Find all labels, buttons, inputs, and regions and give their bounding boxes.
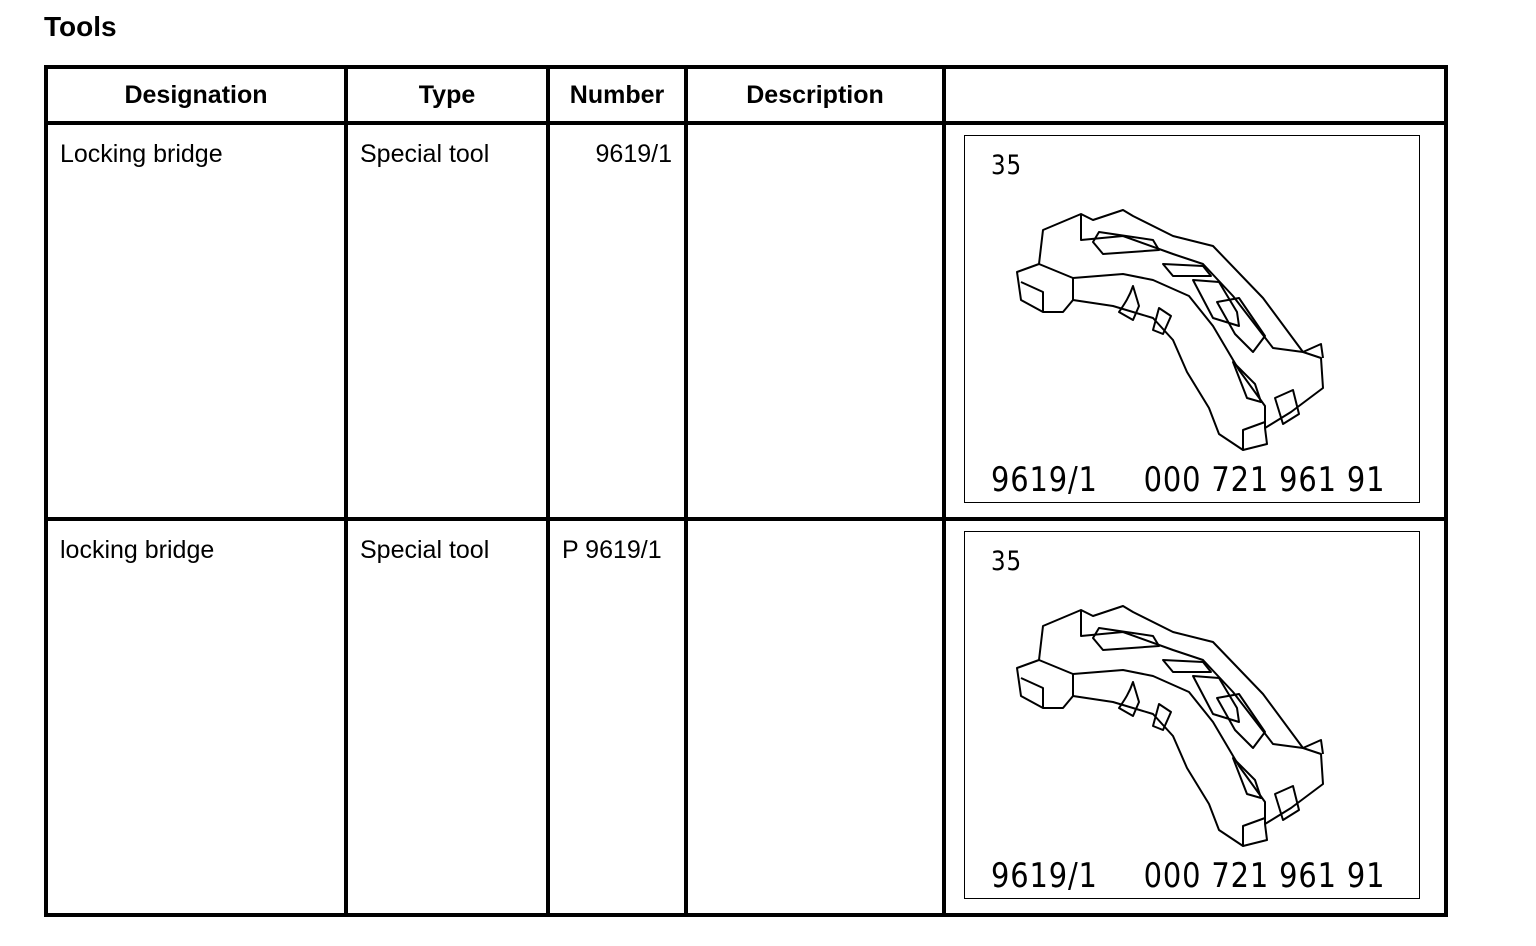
type-text: Special tool (360, 140, 490, 168)
cell-description (686, 519, 944, 915)
header-designation: Designation (46, 67, 346, 123)
tool-image-caption (991, 460, 1385, 500)
caption-part-number: 9619/1 (991, 460, 1098, 500)
cell-designation (46, 123, 346, 519)
cell-type (346, 519, 548, 915)
tool-image-caption (991, 856, 1385, 896)
cell-description (686, 123, 944, 519)
table-row (46, 519, 1446, 915)
number-text: 9619/1 (595, 140, 672, 168)
tool-image-code: 35 (991, 150, 1022, 181)
locking-bridge-illustration-icon (1003, 598, 1343, 848)
header-description: Description (686, 67, 944, 123)
tool-image-code: 35 (991, 546, 1022, 577)
cell-designation (46, 519, 346, 915)
designation-text: locking bridge (60, 536, 215, 564)
header-number: Number (548, 67, 686, 123)
caption-order-number: 000 721 961 91 (1143, 856, 1386, 896)
description-text (688, 125, 942, 139)
table-row (46, 123, 1446, 519)
cell-image (944, 123, 1446, 519)
header-type: Type (346, 67, 548, 123)
cell-type (346, 123, 548, 519)
description-text (688, 521, 942, 535)
tool-image (964, 531, 1420, 899)
designation-text: Locking bridge (60, 140, 223, 168)
tools-table (44, 65, 1448, 917)
type-text: Special tool (360, 536, 490, 564)
header-image (944, 67, 1446, 123)
page-title: Tools (44, 11, 117, 42)
table-header-row (46, 67, 1446, 123)
caption-part-number: 9619/1 (991, 856, 1098, 896)
caption-order-number: 000 721 961 91 (1143, 460, 1386, 500)
cell-image (944, 519, 1446, 915)
number-text: P 9619/1 (562, 536, 662, 564)
cell-number (548, 519, 686, 915)
tool-image (964, 135, 1420, 503)
locking-bridge-illustration-icon (1003, 202, 1343, 452)
cell-number (548, 123, 686, 519)
